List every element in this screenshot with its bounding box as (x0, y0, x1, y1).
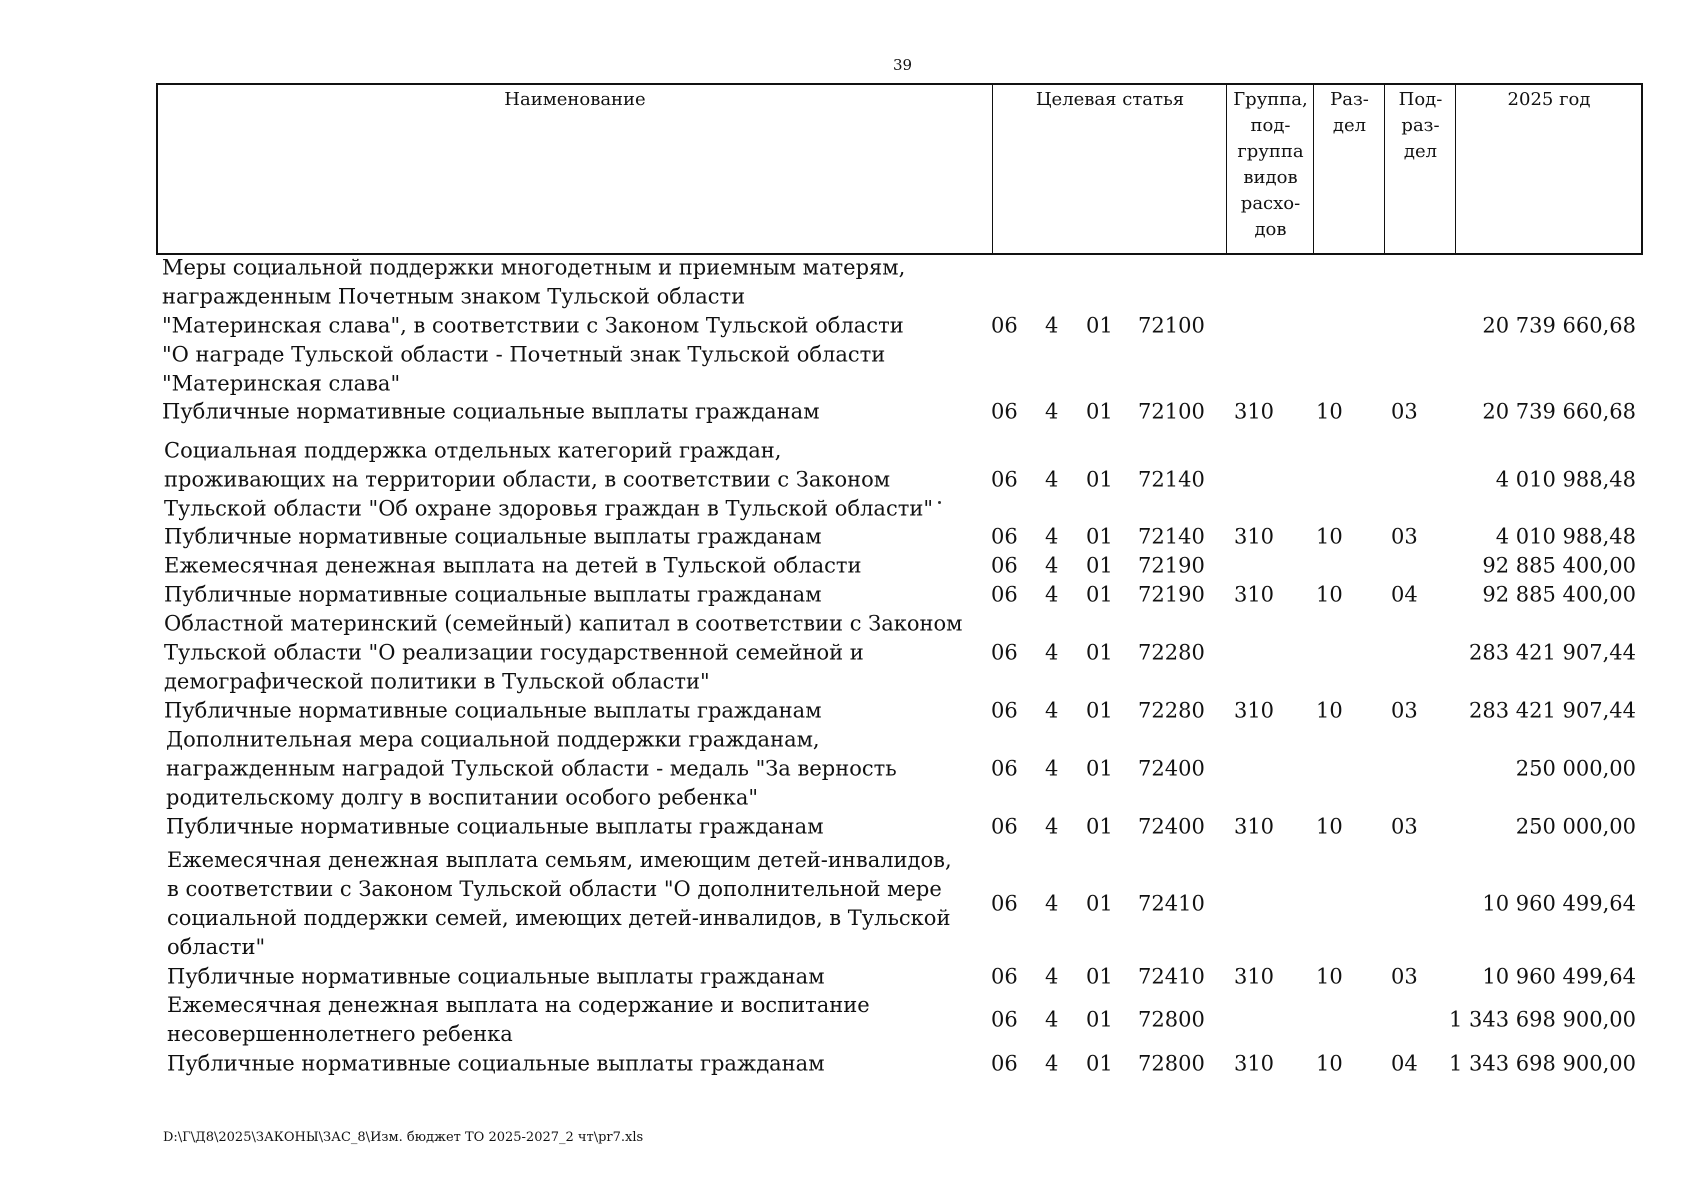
table-row (0, 1049, 1696, 1078)
target-article-type: 4 (1045, 313, 1059, 338)
subsection-code: 03 (1391, 524, 1418, 548)
target-article-subprogram: 01 (1086, 1007, 1113, 1032)
target-article-program: 06 (991, 814, 1018, 838)
target-article-type: 4 (1045, 1007, 1059, 1032)
target-article-direction: 72100 (1138, 313, 1205, 338)
target-article-subprogram: 01 (1086, 640, 1113, 664)
budget-item-name: Публичные нормативные социальные выплаты гражданам (167, 1051, 825, 1075)
amount-2025: 92 885 400,00 (1482, 553, 1636, 577)
expense-group: 310 (1233, 524, 1275, 548)
budget-item-name: Публичные нормативные социальные выплаты гражданам (167, 964, 825, 988)
header-subsection: Под- раз- дел (1398, 89, 1443, 162)
header-section: Раз- дел (1330, 89, 1369, 136)
section-code: 10 (1316, 524, 1343, 548)
target-article-subprogram: 01 (1086, 582, 1113, 606)
subsection-code: 03 (1391, 964, 1418, 988)
target-article-subprogram: 01 (1086, 698, 1113, 722)
target-article-type: 4 (1045, 1051, 1059, 1075)
table-row (0, 696, 1696, 725)
header-group: Группа, под- группа видов расхо- дов (1233, 89, 1308, 240)
budget-item-name: Публичные нормативные социальные выплаты гражданам (164, 582, 822, 606)
target-article-type: 4 (1045, 399, 1059, 423)
section-code: 10 (1316, 964, 1343, 988)
target-article-subprogram: 01 (1086, 814, 1113, 838)
expense-group: 310 (1233, 1051, 1275, 1075)
subsection-code: 03 (1391, 399, 1418, 423)
target-article-direction: 72410 (1138, 964, 1205, 988)
target-article-direction: 72400 (1138, 756, 1205, 780)
table-row (0, 580, 1696, 609)
target-article-type: 4 (1045, 582, 1059, 606)
budget-item-name: Меры социальной поддержки многодетным и приемным матерям, награжденным Почетным знаком Тульской области "Материнская слава", в соответствии с Законом Тульской области "О награде Тульской области - Почетный знак Тульской области "Материнская слава" (162, 255, 906, 396)
amount-2025: 4 010 988,48 (1495, 467, 1636, 491)
amount-2025: 10 960 499,64 (1482, 891, 1636, 916)
table-row (0, 522, 1696, 551)
target-article-type: 4 (1045, 524, 1059, 548)
target-article-direction: 72800 (1138, 1007, 1205, 1032)
target-article-subprogram: 01 (1086, 467, 1113, 491)
target-article-program: 06 (991, 640, 1018, 664)
target-article-type: 4 (1045, 964, 1059, 988)
budget-item-name: Ежемесячная денежная выплата семьям, имеющим детей-инвалидов, в соответствии с Законом Тульской области "О дополнительной мере социальной поддержки семей, имеющих детей-инвалидов, в Тульской области" (167, 848, 952, 959)
target-article-program: 06 (991, 891, 1018, 916)
subsection-code: 03 (1391, 814, 1418, 838)
table-row (0, 725, 1696, 812)
section-code: 10 (1316, 582, 1343, 606)
section-code: 10 (1316, 399, 1343, 423)
section-code: 10 (1316, 1051, 1343, 1075)
header-name: Наименование (504, 89, 646, 110)
target-article-subprogram: 01 (1086, 891, 1113, 916)
amount-2025: 20 739 660,68 (1482, 399, 1636, 423)
budget-item-name: Социальная поддержка отдельных категорий граждан, проживающих на территории области, в соответствии с Законом Тульской области "Об охране здоровья граждан в Тульской области" (164, 438, 933, 520)
table-header (156, 83, 1643, 255)
section-code: 10 (1316, 814, 1343, 838)
expense-group: 310 (1233, 814, 1275, 838)
table-row (0, 255, 1696, 396)
expense-group: 310 (1233, 964, 1275, 988)
target-article-direction: 72140 (1138, 467, 1205, 491)
target-article-direction: 72800 (1138, 1051, 1205, 1075)
subsection-code: 04 (1391, 1051, 1418, 1075)
footer-file-path: D:\Г\Д8\2025\ЗАКОНЫ\ЗАС_8\Изм. бюджет ТО 2025-2027_2 чт\pr7.xls (163, 1130, 644, 1145)
subsection-code: 04 (1391, 582, 1418, 606)
budget-item-name: Областной материнский (семейный) капитал в соответствии с Законом Тульской области "О реализации государственной семейной и демографической политики в Тульской области" (164, 611, 963, 693)
table-row (0, 436, 1696, 523)
target-article-program: 06 (991, 553, 1018, 577)
target-article-subprogram: 01 (1086, 313, 1113, 338)
budget-item-name: Публичные нормативные социальные выплаты гражданам (166, 814, 824, 838)
target-article-program: 06 (991, 399, 1018, 423)
table-row (0, 812, 1696, 841)
amount-2025: 10 960 499,64 (1482, 964, 1636, 988)
target-article-type: 4 (1045, 553, 1059, 577)
target-article-program: 06 (991, 756, 1018, 780)
amount-2025: 283 421 907,44 (1469, 640, 1636, 664)
target-article-program: 06 (991, 1051, 1018, 1075)
target-article-program: 06 (991, 524, 1018, 548)
target-article-subprogram: 01 (1086, 756, 1113, 780)
target-article-direction: 72100 (1138, 399, 1205, 423)
target-article-type: 4 (1045, 814, 1059, 838)
stray-mark (938, 501, 941, 504)
budget-item-name: Публичные нормативные социальные выплаты гражданам (162, 399, 820, 423)
target-article-direction: 72190 (1138, 582, 1205, 606)
target-article-direction: 72280 (1138, 698, 1205, 722)
table-row (0, 848, 1696, 959)
amount-2025: 92 885 400,00 (1482, 582, 1636, 606)
budget-item-name: Публичные нормативные социальные выплаты гражданам (164, 524, 822, 548)
target-article-program: 06 (991, 1007, 1018, 1032)
target-article-subprogram: 01 (1086, 964, 1113, 988)
header-year: 2025 год (1507, 89, 1591, 110)
target-article-direction: 72410 (1138, 891, 1205, 916)
table-row (0, 962, 1696, 991)
expense-group: 310 (1233, 399, 1275, 423)
header-target-article: Целевая статья (1035, 89, 1185, 110)
budget-item-name: Ежемесячная денежная выплата на содержание и воспитание несовершеннолетнего ребенка (167, 993, 870, 1046)
target-article-type: 4 (1045, 891, 1059, 916)
amount-2025: 250 000,00 (1515, 814, 1636, 838)
budget-item-name: Публичные нормативные социальные выплаты гражданам (164, 698, 822, 722)
target-article-program: 06 (991, 467, 1018, 491)
amount-2025: 1 343 698 900,00 (1448, 1051, 1636, 1075)
amount-2025: 4 010 988,48 (1495, 524, 1636, 548)
target-article-subprogram: 01 (1086, 553, 1113, 577)
amount-2025: 250 000,00 (1515, 756, 1636, 780)
target-article-direction: 72190 (1138, 553, 1205, 577)
target-article-direction: 72400 (1138, 814, 1205, 838)
target-article-program: 06 (991, 582, 1018, 606)
table-row (0, 991, 1696, 1049)
table-row (0, 609, 1696, 696)
subsection-code: 03 (1391, 698, 1418, 722)
expense-group: 310 (1233, 582, 1275, 606)
budget-item-name: Ежемесячная денежная выплата на детей в Тульской области (164, 553, 862, 577)
target-article-program: 06 (991, 698, 1018, 722)
amount-2025: 283 421 907,44 (1469, 698, 1636, 722)
target-article-subprogram: 01 (1086, 524, 1113, 548)
section-code: 10 (1316, 698, 1343, 722)
target-article-program: 06 (991, 964, 1018, 988)
target-article-direction: 72280 (1138, 640, 1205, 664)
expense-group: 310 (1233, 698, 1275, 722)
target-article-subprogram: 01 (1086, 1051, 1113, 1075)
target-article-type: 4 (1045, 467, 1059, 491)
target-article-type: 4 (1045, 756, 1059, 780)
page-number: 39 (893, 56, 913, 74)
target-article-subprogram: 01 (1086, 399, 1113, 423)
table-row (0, 397, 1696, 426)
target-article-type: 4 (1045, 640, 1059, 664)
target-article-type: 4 (1045, 698, 1059, 722)
amount-2025: 1 343 698 900,00 (1448, 1007, 1636, 1032)
target-article-program: 06 (991, 313, 1018, 338)
target-article-direction: 72140 (1138, 524, 1205, 548)
budget-item-name: Дополнительная мера социальной поддержки гражданам, награжденным наградой Тульской области - медаль "За верность родительскому долгу в воспитании особого ребенка" (166, 727, 897, 809)
table-row (0, 551, 1696, 580)
amount-2025: 20 739 660,68 (1482, 313, 1636, 338)
